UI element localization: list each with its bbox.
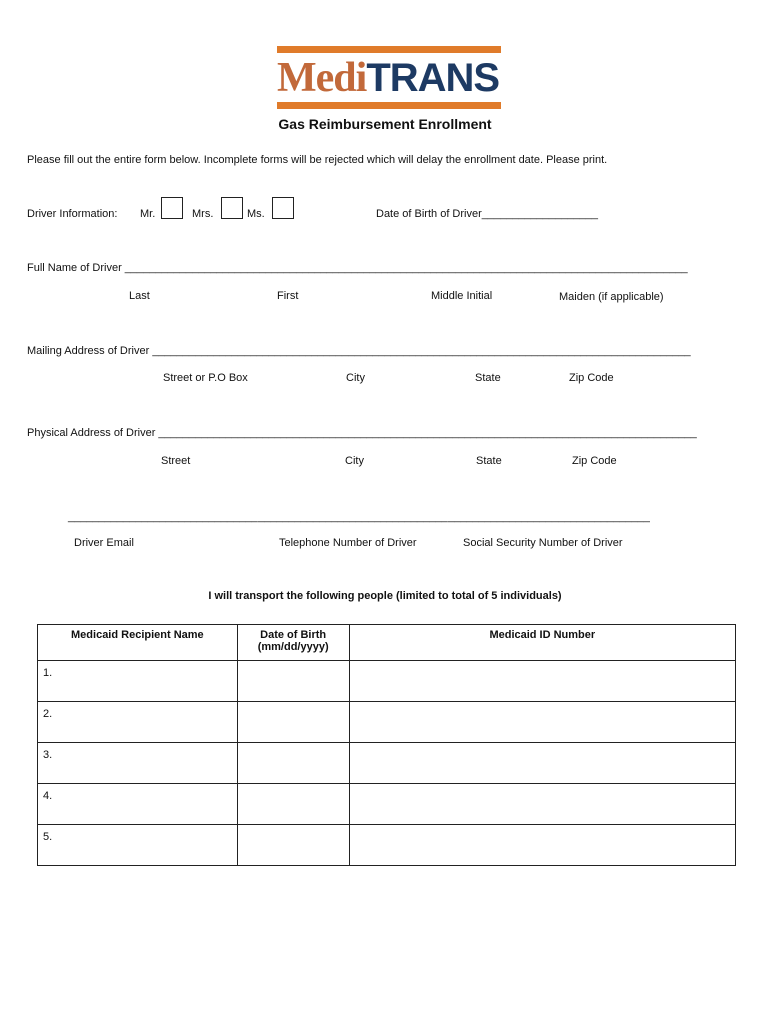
medicaid-id-cell[interactable] <box>349 784 735 825</box>
dob-cell[interactable] <box>237 702 349 743</box>
driver-email-field[interactable]: _______________________________ <box>68 511 258 523</box>
instructions-text: Please fill out the entire form below. Incomplete forms will be rejected which will delay the enrollment date. Please print. <box>27 154 608 166</box>
logo-top-bar <box>277 46 501 53</box>
row-number: 3. <box>43 749 53 761</box>
medicaid-id-cell[interactable] <box>349 661 735 702</box>
col-header-dob-line1: Date of Birth <box>260 629 327 641</box>
recipient-name-cell[interactable] <box>38 661 238 702</box>
dob-cell[interactable] <box>237 661 349 702</box>
dob-cell[interactable] <box>237 784 349 825</box>
mailing-zip-caption: Zip Code <box>569 372 614 384</box>
recipients-table <box>37 624 736 866</box>
mailing-city-caption: City <box>346 372 365 384</box>
logo-bottom-bar <box>277 102 501 109</box>
table-row <box>38 743 736 784</box>
recipient-name-cell[interactable] <box>38 825 238 866</box>
row-number: 1. <box>43 667 53 679</box>
mrs-checkbox[interactable] <box>221 197 243 219</box>
col-header-medicaid-id: Medicaid ID Number <box>349 625 735 661</box>
mailing-address-field[interactable]: Mailing Address of Driver ________________________________________________________________________________________ <box>27 345 691 357</box>
medicaid-id-cell[interactable] <box>349 743 735 784</box>
table-row <box>38 825 736 866</box>
medicaid-id-cell[interactable] <box>349 702 735 743</box>
last-name-caption: Last <box>129 290 150 302</box>
mrs-label: Mrs. <box>192 208 214 220</box>
physical-city-caption: City <box>345 455 364 467</box>
transport-statement: I will transport the following people (limited to total of 5 individuals) <box>208 590 562 602</box>
middle-initial-caption: Middle Initial <box>431 290 493 302</box>
telephone-caption: Telephone Number of Driver <box>279 537 417 549</box>
table-row <box>38 784 736 825</box>
physical-zip-caption: Zip Code <box>572 455 617 467</box>
ssn-caption: Social Security Number of Driver <box>463 537 623 549</box>
ssn-field[interactable]: _________________________________ <box>448 511 650 523</box>
dob-cell[interactable] <box>237 825 349 866</box>
table-row <box>38 702 736 743</box>
logo-medi: Medi <box>277 55 367 101</box>
recipient-name-cell[interactable] <box>38 784 238 825</box>
telephone-field[interactable]: _______________________________ <box>258 511 448 523</box>
col-header-dob-line2: (mm/dd/yyyy) <box>257 641 329 653</box>
form-title: Gas Reimbursement Enrollment <box>278 116 492 132</box>
row-number: 4. <box>43 790 53 802</box>
table-row <box>38 661 736 702</box>
mr-checkbox[interactable] <box>161 197 183 219</box>
meditrans-logo <box>277 46 501 110</box>
driver-email-caption: Driver Email <box>74 537 134 549</box>
mailing-street-caption: Street or P.O Box <box>163 372 248 384</box>
driver-info-label: Driver Information: <box>27 208 118 220</box>
col-header-recipient-name: Medicaid Recipient Name <box>38 625 238 661</box>
dob-driver-field[interactable]: Date of Birth of Driver___________________ <box>376 208 598 220</box>
ms-label: Ms. <box>247 208 265 220</box>
ms-checkbox[interactable] <box>272 197 294 219</box>
physical-street-caption: Street <box>161 455 191 467</box>
physical-address-field[interactable]: Physical Address of Driver ________________________________________________________________________________________ <box>27 427 697 439</box>
physical-state-caption: State <box>476 455 502 467</box>
mr-label: Mr. <box>140 208 156 220</box>
first-name-caption: First <box>277 290 299 302</box>
row-number: 5. <box>43 831 53 843</box>
maiden-caption: Maiden (if applicable) <box>559 291 664 303</box>
medicaid-id-cell[interactable] <box>349 825 735 866</box>
logo-trans: TRANS <box>366 56 500 100</box>
logo-wordmark <box>277 56 501 100</box>
recipient-name-cell[interactable] <box>38 702 238 743</box>
row-number: 2. <box>43 708 53 720</box>
full-name-field[interactable]: Full Name of Driver ____________________________________________________________________________________________ <box>27 262 688 274</box>
dob-cell[interactable] <box>237 743 349 784</box>
table-header-row <box>38 625 736 661</box>
mailing-state-caption: State <box>475 372 501 384</box>
recipient-name-cell[interactable] <box>38 743 238 784</box>
col-header-date-of-birth <box>237 625 349 661</box>
